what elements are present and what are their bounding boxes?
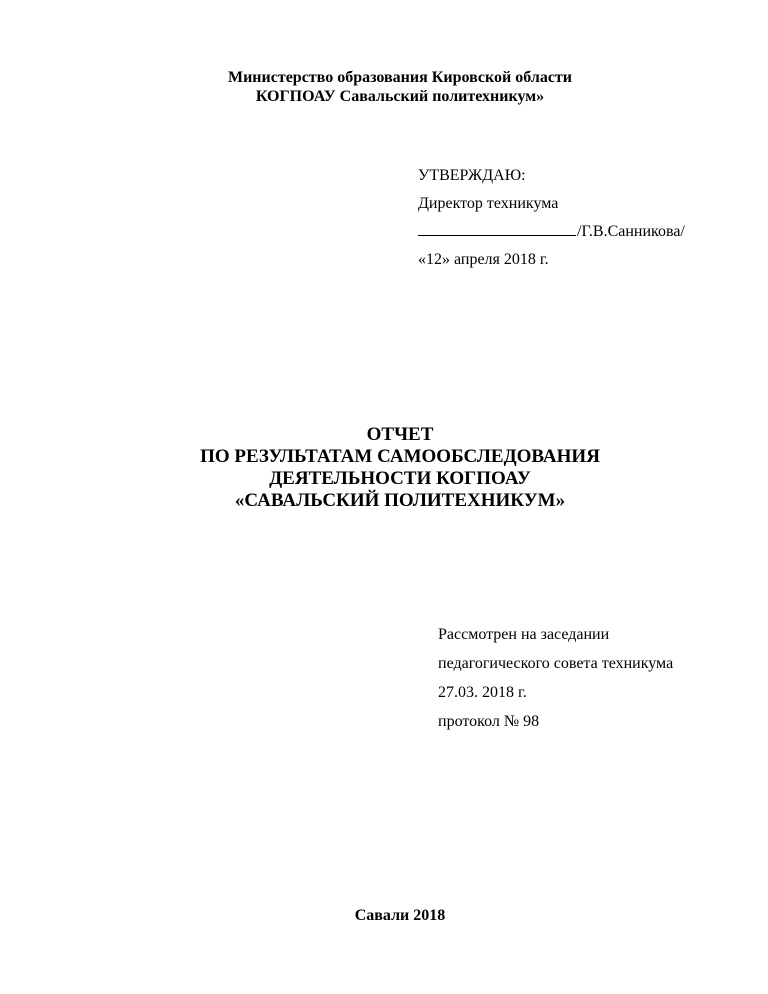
- signature-name: /Г.В.Санникова/: [577, 223, 685, 240]
- approval-block: [418, 162, 685, 274]
- place-year: Савали 2018: [354, 907, 446, 924]
- signature-rule: [418, 220, 576, 236]
- approval-position: Директор техникума: [418, 195, 559, 212]
- review-protocol: протокол № 98: [438, 713, 540, 730]
- approval-date: «12» апреля 2018 г.: [418, 251, 549, 268]
- title-line-3: ДЕЯТЕЛЬНОСТИ КОГПОАУ: [269, 468, 531, 489]
- ministry-header: [0, 68, 768, 106]
- review-date: 27.03. 2018 г.: [438, 684, 527, 701]
- title-line-4: «САВАЛЬСКИЙ ПОЛИТЕХНИКУМ»: [234, 490, 566, 511]
- signature-line: [418, 218, 685, 246]
- title-line-1: ОТЧЕТ: [366, 424, 434, 445]
- title-line-2: ПО РЕЗУЛЬТАТАМ САМООБСЛЕДОВАНИЯ: [200, 446, 600, 467]
- review-line-2: педагогического совета техникума: [438, 655, 674, 672]
- review-block: [438, 620, 673, 736]
- place-year-footer: [0, 906, 768, 926]
- institution-name: КОГПОАУ Савальский политехникум»: [255, 88, 545, 105]
- review-line-1: Рассмотрен на заседании: [438, 626, 610, 643]
- ministry-name: Министерство образования Кировской области: [227, 69, 573, 86]
- approval-heading: УТВЕРЖДАЮ:: [418, 167, 526, 184]
- report-title: [0, 424, 768, 512]
